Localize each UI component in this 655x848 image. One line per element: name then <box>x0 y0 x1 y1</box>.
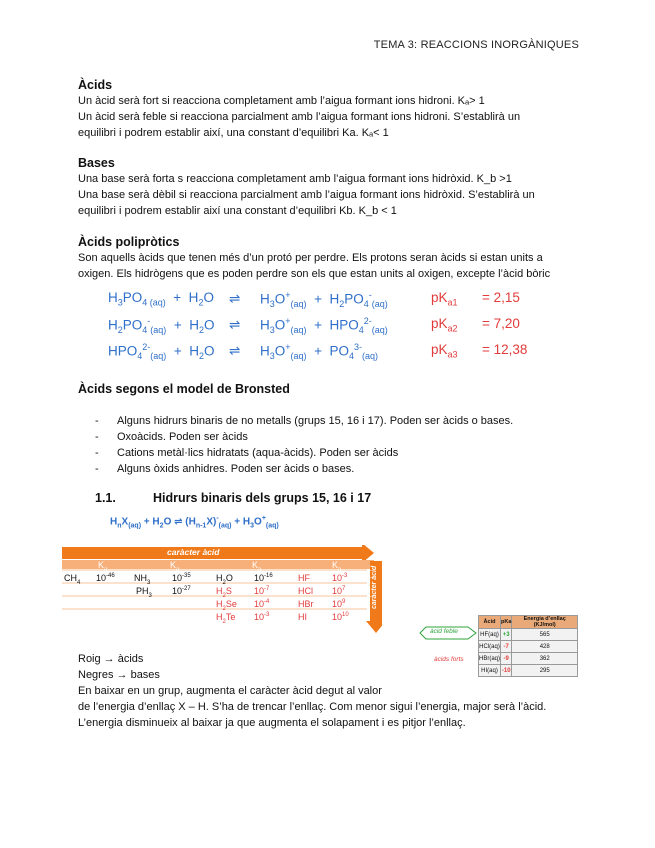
formula: HCl <box>298 586 313 596</box>
general-equation: $H_nX_{(aq)} + H_2O$ ⇌ $(H_{n-1}X)^-_{(aq)} + H_3O^+_{(aq)}$ <box>110 515 279 530</box>
formula: HBr <box>298 599 314 609</box>
weak-acid-badge: àcid feble <box>418 626 478 638</box>
note-line: Negres → bases <box>78 669 160 681</box>
section-heading <box>95 491 371 505</box>
polyprotic-line: Son aquells àcids que tenen més d’un protó per perdre. Els protons seran àcids si estan units a <box>78 252 543 264</box>
ka-value: $10^{-35}$ <box>172 573 191 583</box>
table-row: HI(aq) -10 295 <box>479 665 578 677</box>
acid-character-diagram <box>62 545 382 635</box>
note-line: Roig → àcids <box>78 653 144 665</box>
pka-label: $pK_{a1}$ <box>431 290 458 308</box>
formula: HF <box>298 573 310 583</box>
acids-line: Un àcid serà fort si reacciona completament amb l’aigua formant ions hidroni. Kₐ> 1 <box>78 95 485 107</box>
formula: $PH_3$ <box>136 586 152 599</box>
ka-value: $10^{-46}$ <box>96 573 115 583</box>
list-item: - Alguns hidrurs binaris de no metalls (grups 15, 16 i 17). Poden ser àcids o bases. <box>95 415 514 427</box>
ka-value: $10^7$ <box>332 586 346 596</box>
list-item: - Oxoàcids. Poden ser àcids <box>95 431 248 443</box>
pka-label: $pK_{a2}$ <box>431 316 458 334</box>
ka-value: $10^9$ <box>332 599 346 609</box>
ka-value: $10^{-16}$ <box>254 573 273 583</box>
section-number: 1.1. <box>95 491 116 505</box>
ka-header-band <box>62 560 374 569</box>
note-line: L’energia disminueix al baixar ja que augmenta el solapament i es pitjor l’enllaç. <box>78 717 466 729</box>
acids-paragraph <box>78 93 580 141</box>
pka-label: $pK_{a3}$ <box>431 342 458 360</box>
formula: $H_2Se$ <box>216 599 237 612</box>
vertical-arrow-label: caràcter àcid <box>371 565 378 609</box>
polyprotic-heading: Àcids polipròtics <box>78 235 180 249</box>
ka-value: $10^{10}$ <box>332 612 349 622</box>
polyprotic-paragraph <box>78 250 580 282</box>
ka-value: $10^{-4}$ <box>254 599 270 609</box>
acids-line: Un àcid serà feble si reacciona parcialment amb l’aigua formant ions hidroni. S’establirà un <box>78 111 521 123</box>
note-line: de l’energia d’enllaç X – H. S’ha de trencar l’enllaç. Com menor sigui l’energia, major serà l’àcid. <box>78 701 547 713</box>
note-line: En baixar en un grup, augmenta el caràcter àcid degut al valor <box>78 685 382 697</box>
pka-value: = 2,15 <box>482 290 520 305</box>
table-row: HBr(aq) -9 362 <box>479 653 578 665</box>
table-row: HF(aq) +3 565 <box>479 629 578 641</box>
ka-header: $K_a$ <box>98 560 108 573</box>
strong-acids-label: àcids forts <box>434 656 464 663</box>
pka-value: = 7,20 <box>482 316 520 331</box>
acids-line: equilibri i podrem establir així, una constant d’equilibri Ka. Kₐ< 1 <box>78 127 389 139</box>
ka-value: $10^{-27}$ <box>172 586 191 596</box>
polyprotic-line: oxigen. Els hidrògens que es poden perdre son els que estan units al oxigen, excepte l’àcid bòric <box>78 268 551 280</box>
ka-value: $10^{-3}$ <box>254 612 270 622</box>
arrow-label: caràcter àcid <box>167 547 220 557</box>
bronsted-heading: Àcids segons el model de Bronsted <box>78 382 290 396</box>
bases-line: Una base serà forta s reacciona completament amb l’aigua formant ions hidròxid. K_b >1 <box>78 173 512 185</box>
ka-header: $K_a$ <box>170 560 180 573</box>
formula: HI <box>298 612 307 622</box>
column-header: pKa <box>501 616 512 629</box>
column-header: Àcid <box>479 616 501 629</box>
formula: $CH_4$ <box>64 573 81 586</box>
ka-value: $10^{-7}$ <box>254 586 270 596</box>
ka-header: $K_a$ <box>252 560 262 573</box>
column-header: Energia d’enllaç (KJ/mol) <box>512 616 578 629</box>
bases-line: Una base serà dèbil si reacciona parcialment amb l’aigua formant ions hidròxid. S’establirà un <box>78 189 535 201</box>
bases-heading: Bases <box>78 156 115 170</box>
bronsted-list <box>95 413 513 477</box>
list-item: - Cations metàl·lics hidratats (aqua-àcids). Poden ser àcids <box>95 447 399 459</box>
page-header: TEMA 3: REACCIONS INORGÀNIQUES <box>373 39 579 51</box>
bases-line: equilibri i podrem establir així una constant d’equilibri Kb. K_b < 1 <box>78 205 397 217</box>
acids-heading: Àcids <box>78 78 113 92</box>
formula: $H_2S$ <box>216 586 232 599</box>
pka-value: = 12,38 <box>482 342 528 357</box>
table-row: HCl(aq) -7 428 <box>479 641 578 653</box>
formula: $NH_3$ <box>134 573 151 586</box>
list-item: - Alguns òxids anhidres. Poden ser àcids o bases. <box>95 463 355 475</box>
formula: $H_2Te$ <box>216 612 236 625</box>
formula: $H_2O$ <box>216 573 233 586</box>
section-title: Hidrurs binaris dels grups 15, 16 i 17 <box>153 491 372 505</box>
notes <box>78 651 546 731</box>
bases-paragraph <box>78 171 580 219</box>
ka-value: $10^{-3}$ <box>332 573 348 583</box>
ka-header: $K_a$ <box>332 560 342 573</box>
